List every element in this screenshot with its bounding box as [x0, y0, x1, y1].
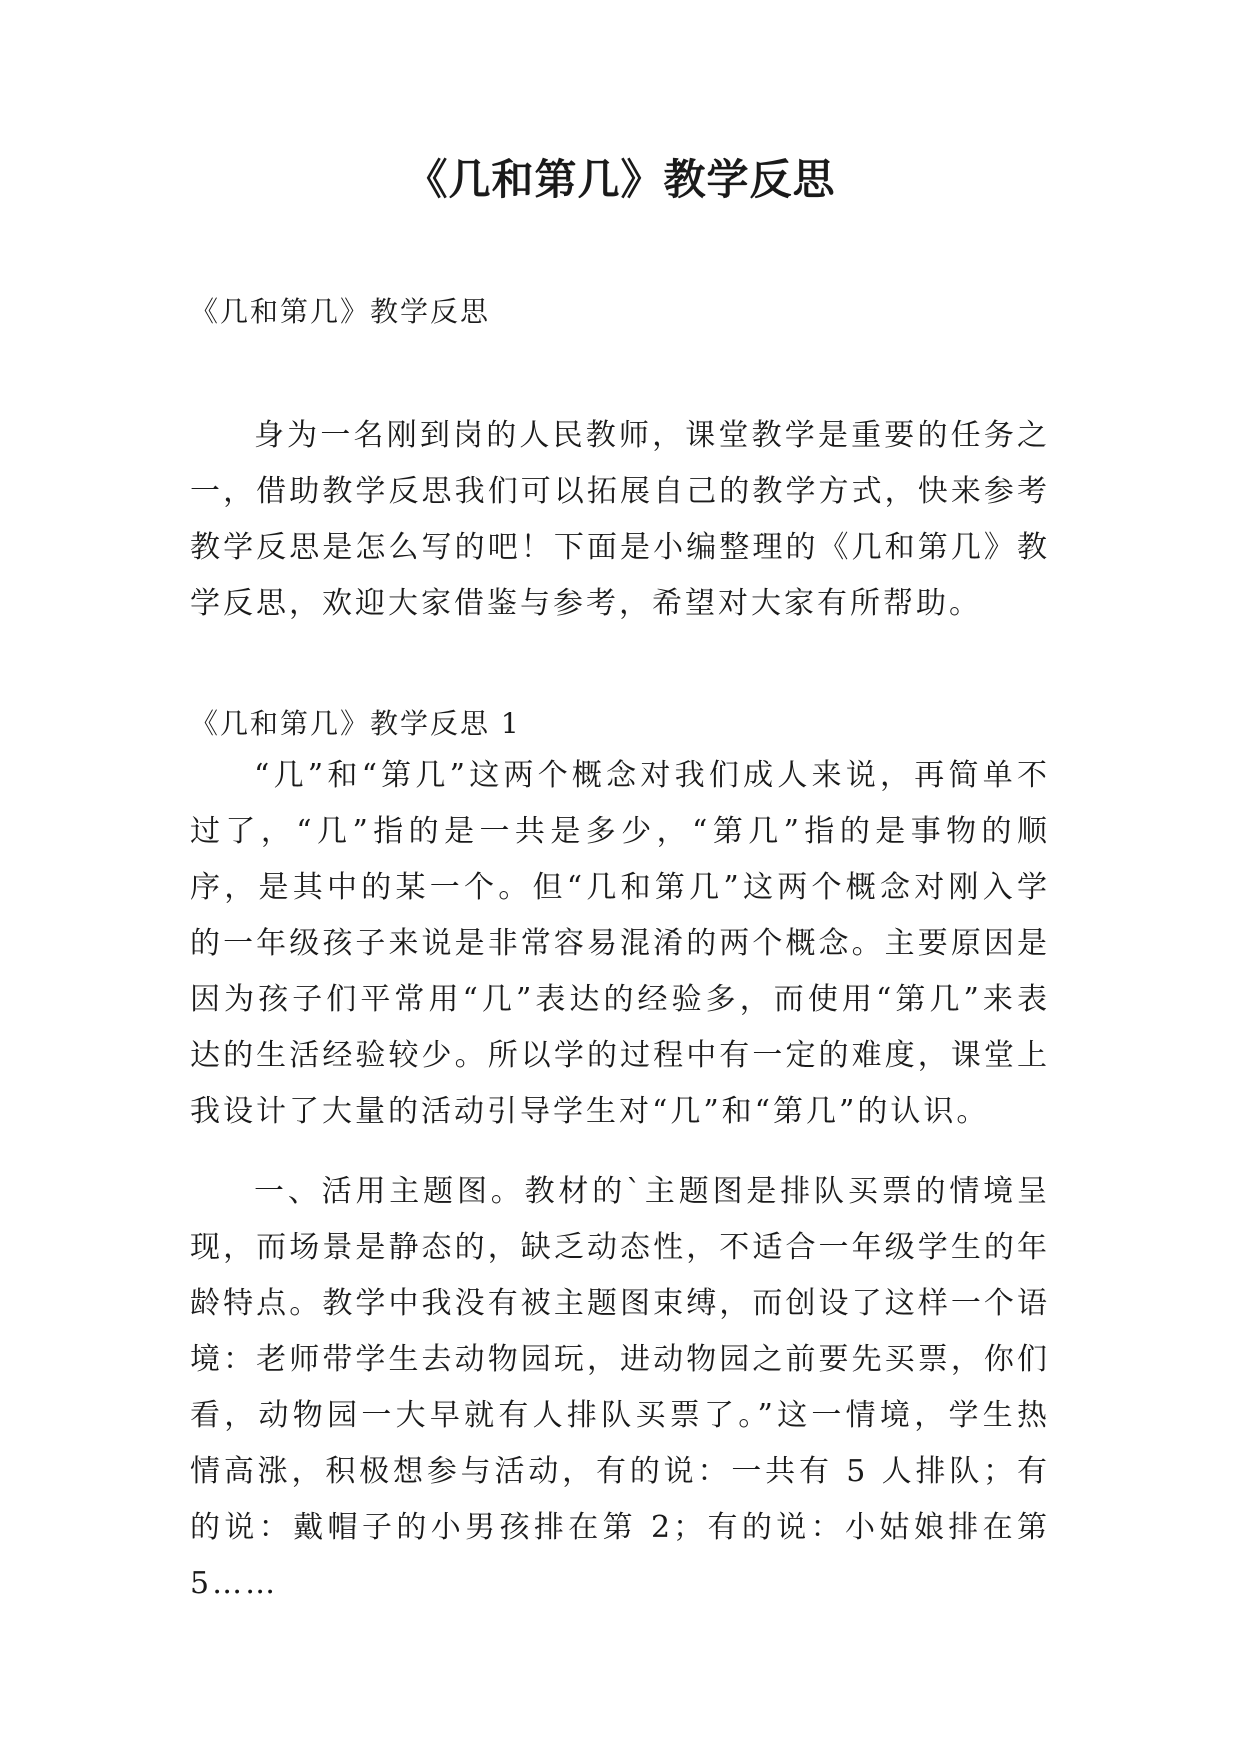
- body-paragraph-1: “几”和“第几”这两个概念对我们成人来说，再简单不过了，“几”指的是一共是多少，“第几”指的是事物的顺序，是其中的某一个。但“几和第几”这两个概念对刚入学的一年级孩子来说是非常容易混淆的两个概念。主要原因是因为孩子们平常用“几”表达的经验多，而使用“第几”来表达的生活经验较少。所以学的过程中有一定的难度，课堂上我设计了大量的活动引导学生对“几”和“第几”的认识。: [190, 758, 1050, 1129]
- intro-paragraph: 身为一名刚到岗的人民教师，课堂教学是重要的任务之一，借助教学反思我们可以拓展自己的教学方式，快来参考教学反思是怎么写的吧！下面是小编整理的《几和第几》教学反思，欢迎大家借鉴与参考，希望对大家有所帮助。: [190, 418, 1050, 621]
- section-heading: 《几和第几》教学反思 1: [190, 707, 521, 740]
- body-paragraph-2: 一、活用主题图。教材的`主题图是排队买票的情境呈现，而场景是静态的，缺乏动态性，不适合一年级学生的年龄特点。教学中我没有被主题图束缚，而创设了这样一个语境：老师带学生去动物园玩，进动物园之前要先买票，你们看，动物园一大早就有人排队买票了。”这一情境，学生热情高涨，积极想参与活动，有的说：一共有 5 人排队；有的说：戴帽子的小男孩排在第 2；有的说：小姑娘排在第 5……: [190, 1174, 1050, 1601]
- document-subtitle: 《几和第几》教学反思: [190, 295, 491, 328]
- document-title: 《几和第几》教学反思: [405, 155, 836, 204]
